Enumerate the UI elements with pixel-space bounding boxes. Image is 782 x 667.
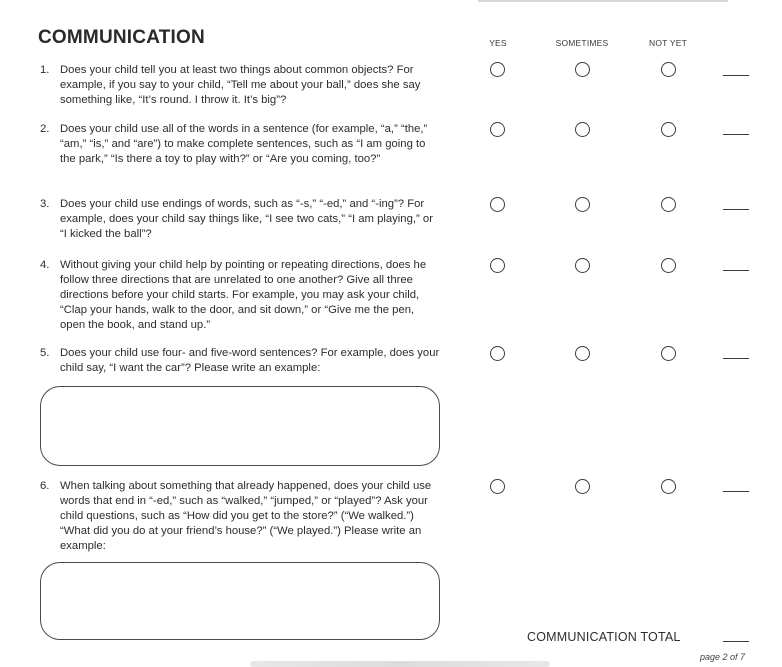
- q3-score-line[interactable]: [723, 209, 749, 210]
- q1-not-yet-radio[interactable]: [661, 62, 676, 77]
- q3-not-yet-radio[interactable]: [661, 197, 676, 212]
- q2-score-line[interactable]: [723, 134, 749, 135]
- question-2: [40, 122, 442, 167]
- q2-sometimes-radio[interactable]: [575, 122, 590, 137]
- q1-score-line[interactable]: [723, 75, 749, 76]
- question-1: [40, 63, 442, 108]
- column-header-yes: YES: [489, 38, 507, 48]
- q4-not-yet-radio[interactable]: [661, 258, 676, 273]
- question-number: 2.: [40, 123, 50, 135]
- question-3: [40, 197, 442, 242]
- q1-sometimes-radio[interactable]: [575, 62, 590, 77]
- question-6: [40, 479, 442, 554]
- q4-sometimes-radio[interactable]: [575, 258, 590, 273]
- header-rule: [478, 0, 728, 2]
- q6-not-yet-radio[interactable]: [661, 479, 676, 494]
- q4-yes-radio[interactable]: [490, 258, 505, 273]
- footer-text-cut-off: [250, 661, 550, 667]
- question-text: Without giving your child help by pointing or repeating directions, does he follow three directions that are unrelated to one another? Give all three directions before your child starts. For example, you may ask your child, “Clap your hands, walk to the door, and sit down,” or “Give me the pen, open the book, and stand up.”: [60, 259, 427, 331]
- communication-total-label: COMMUNICATION TOTAL: [527, 630, 681, 644]
- section-title: COMMUNICATION: [38, 27, 205, 48]
- communication-total-line[interactable]: [723, 641, 749, 642]
- question-4: [40, 258, 442, 333]
- question-text: Does your child tell you at least two things about common objects? For example, if you say to your child, “Tell me about your ball,” does she say something like, “It’s round. I throw it. It’s big”?: [60, 64, 421, 106]
- q5-not-yet-radio[interactable]: [661, 346, 676, 361]
- q6-yes-radio[interactable]: [490, 479, 505, 494]
- page-number: page 2 of 7: [700, 652, 746, 662]
- q5-sometimes-radio[interactable]: [575, 346, 590, 361]
- q6-sometimes-radio[interactable]: [575, 479, 590, 494]
- q2-yes-radio[interactable]: [490, 122, 505, 137]
- q3-yes-radio[interactable]: [490, 197, 505, 212]
- question-number: 3.: [40, 198, 50, 210]
- question-number: 6.: [40, 480, 50, 492]
- q6-score-line[interactable]: [723, 491, 749, 492]
- column-header-sometimes: SOMETIMES: [555, 38, 609, 48]
- column-header-not-yet: NOT YET: [649, 38, 687, 48]
- q5-score-line[interactable]: [723, 358, 749, 359]
- q3-sometimes-radio[interactable]: [575, 197, 590, 212]
- q1-yes-radio[interactable]: [490, 62, 505, 77]
- question-text: Does your child use four- and five-word sentences? For example, does your child say, “I want the car”? Please write an example:: [60, 347, 440, 374]
- q5-example-box[interactable]: [40, 386, 440, 466]
- q6-example-box[interactable]: [40, 562, 440, 640]
- q5-yes-radio[interactable]: [490, 346, 505, 361]
- question-text: Does your child use all of the words in a sentence (for example, “a,” “the,” “am,” “is,” and “are”) to make complete sentences, such as “I am going to the park,” “Is there a toy to play with?” or “Are you coming, too?”: [60, 123, 428, 165]
- q2-not-yet-radio[interactable]: [661, 122, 676, 137]
- question-number: 4.: [40, 259, 50, 271]
- question-5: [40, 346, 442, 376]
- question-number: 1.: [40, 64, 50, 76]
- question-number: 5.: [40, 347, 50, 359]
- question-text: Does your child use endings of words, such as “-s,” “-ed,” and “-ing”? For example, does your child say things like, “I see two cats,” “I am playing,” or “I kicked the ball”?: [60, 198, 433, 240]
- q4-score-line[interactable]: [723, 270, 749, 271]
- question-text: When talking about something that already happened, does your child use words that end in “-ed,” such as “walked,” “jumped,” or “played”? Ask your child questions, such as “How did you get to the store?” (“We walked.”) “What did you do at your friend’s house?” (“We played.”) Please write an example:: [60, 480, 432, 552]
